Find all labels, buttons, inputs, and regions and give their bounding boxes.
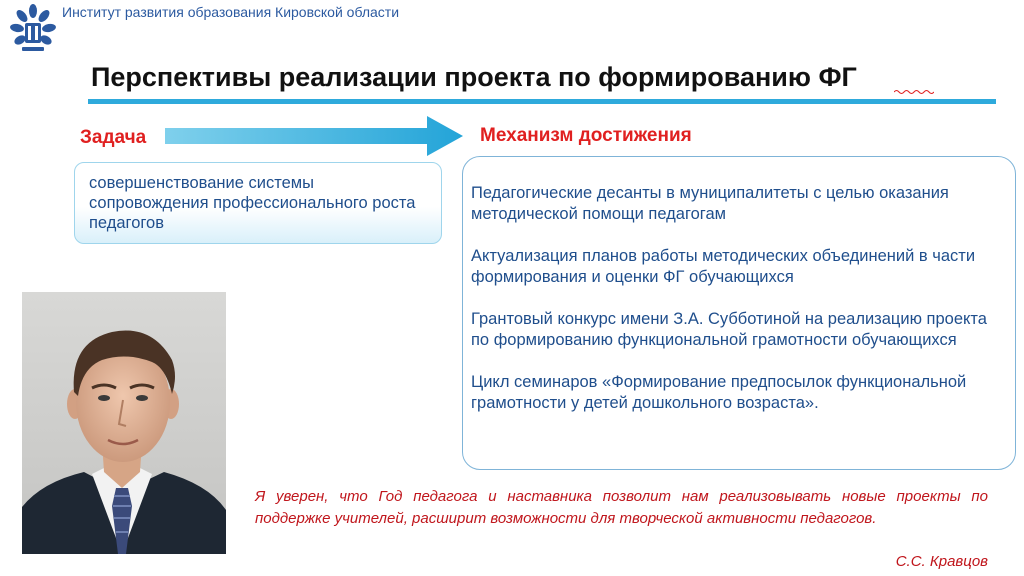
task-label: Задача	[80, 127, 147, 148]
slide-title: Перспективы реализации проекта по формированию ФГ	[91, 62, 857, 92]
mechanism-item: Педагогические десанты в муниципалитеты с целью оказания методической помощи педагогам	[471, 184, 949, 223]
task-description-box	[74, 162, 442, 244]
quote-author: С.С. Кравцов	[895, 553, 988, 570]
quote-text: Я уверен, что Год педагога и наставника позволит нам реализовывать новые проекты по поддержке учителей, расширит возможности для творческой активности педагогов.	[255, 488, 988, 527]
institute-logo-icon	[10, 3, 56, 53]
arrow-right-icon	[165, 116, 465, 156]
portrait-photo	[22, 292, 226, 554]
task-description-text: совершенствование системы сопровождения профессионального роста педагогов	[89, 174, 416, 232]
mechanism-label: Механизм достижения	[480, 125, 692, 146]
mechanism-item: Актуализация планов работы методических объединений в части формирования и оценки ФГ обучающихся	[471, 247, 976, 286]
mechanism-list-box	[462, 156, 1016, 470]
mechanism-item: Цикл семинаров «Формирование предпосылок функциональной грамотности у детей дошкольного возраста».	[471, 373, 967, 412]
title-underline	[88, 99, 996, 104]
organization-name: Институт развития образования Кировской области	[62, 4, 400, 20]
spellcheck-underline-icon	[894, 89, 934, 95]
mechanism-item: Грантовый конкурс имени З.А. Субботиной на реализацию проекта по формированию функциональной грамотности обучающихся	[471, 310, 987, 349]
